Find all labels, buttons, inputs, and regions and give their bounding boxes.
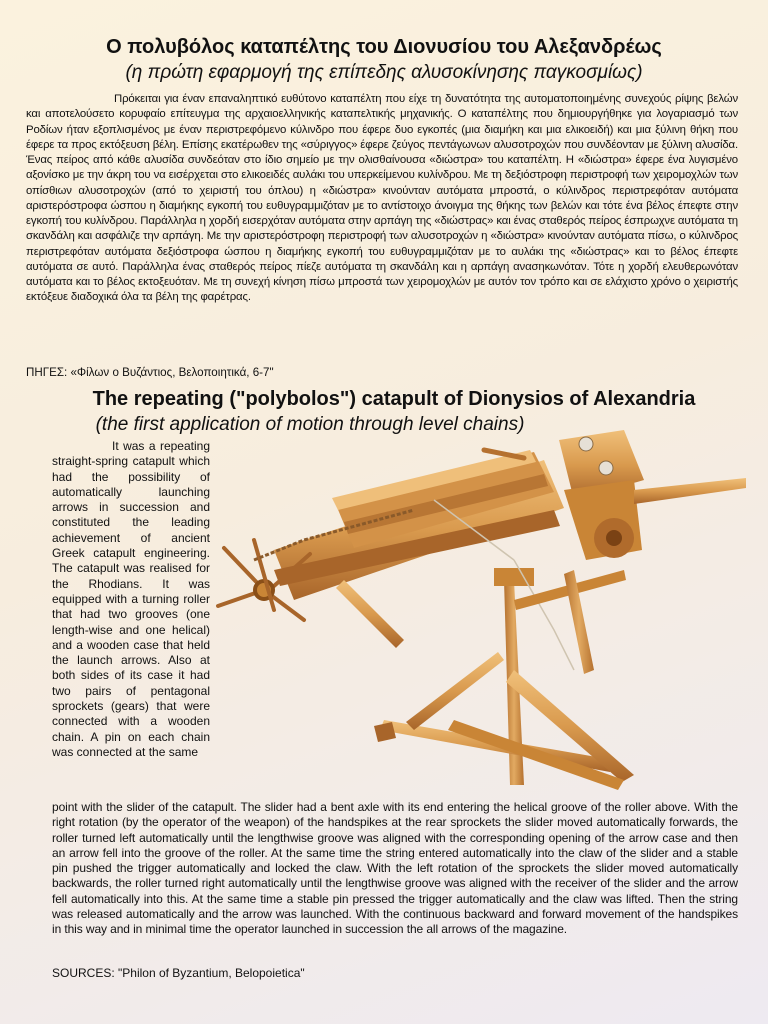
greek-title: Ο πολυβόλος καταπέλτης του Διονυσίου του Αλεξανδρέως [106,36,662,58]
greek-sources: ΠΗΓΕΣ: «Φίλων ο Βυζάντιος, Βελοποιητικά, 6-7" [26,366,274,379]
english-continued-text: point with the slider of the catapult. The slider had a bent axle with its end entering the helical groove of the roller above. With the right rotation (by the operator of the weapon) of the handspikes at the rear sprockets the slider moved automatically forwards, the roller turned left automatically until the lengthwise groove was aligned with the corresponding opening of the arrow case and then an arrow fell into the groove of the roller. At the same time the string entered automatically into the claw of the slider and a stable pin pushed the trigger automatically and locked the claw. With the left rotation of the sprockets the slider moved automatically backwards, the roller turned right automatically until the lengthwise groove was aligned with the receiver of the slider and the arrow fell automatically into this. At the same time a stable pin pressed the trigger automatically and the claw was lifted. Then the string was released automatically and the arrow was launched. With the continuous backward and forward movement of the handspikes in this way and in minimal time the operator launched in succession the all arrows of the magazine. [52,800,738,937]
english-sources: SOURCES: "Philon of Byzantium, Belopoietica" [52,966,305,980]
slider-bar [634,478,746,504]
english-column-paragraph: It was a repeating straight-spring catapult which had the possibility of automatically launching arrows in succession and constituted the leading achievement of ancient Greek catapult engineering. The catapult was realised for the Rhodians. It was equipped with a turning roller that had two grooves (one length-wise and one helical) and a wooden case that held the launch arrows. Also at both sides of its case it had two pairs of pentagonal sprockets (gears) that were connected with a wooden chain. A pin on each chain was connected at the same [52,439,210,759]
rear-head-block [559,430,644,560]
english-subtitle: (the first application of motion through level chains) [95,414,525,435]
english-column [52,439,210,760]
greek-body [26,92,738,306]
bow-arms [336,570,626,674]
greek-subtitle: (η πρώτη εφαρμογή της επίπεδης αλυσοκίνησης παγκοσμίως) [125,62,643,83]
tripod-base [374,568,634,790]
greek-paragraph: Πρόκειται για έναν επαναληπτικό ευθύτονο καταπέλτη που είχε τη δυνατότητα της αυτοματοποιημένης συνεχούς ρίψης βελών και αποτελούσετο κορυφαίο επίτευγμα της αρχαιοελληνικής καταπελτικής μηχανικής. Ο καταπέλτης που δημιουργήθηκε για λογαριασμό των Ροδίων ήταν εξοπλισμένος με έναν περιστρεφόμενο κύλινδρο που έφερε δυο εγκοπές (μια διαμήκη και μια ελικοειδή) και μια ξύλινη θήκη που έφερε τα προς εκτόξευση βέλη. Επίσης εκατέρωθεν της «σύριγγος» έφερε ζεύγος πεντάγωνων αλυσοτροχών που συνδέονταν με ξύλινη αλυσίδα. Ένας πείρος από κάθε αλυσίδα συνδεόταν στο ίδιο σημείο με την ολισθαίνουσα «διώστρα» του καταπέλτη. Η «διώστρα» έφερε ένα λυγισμένο αξονίσκο με την άκρη του να εισέρχεται στο ελικοειδές αυλάκι του υπερκείμενου κυλίνδρου. Με τη δεξιόστροφη περιστροφή των χειρομοχλών των οπίσθιων αλυσοτροχών (από το χειριστή του όπλου) η «διώστρα» κινούνταν αυτόματα μπροστά, ο κύλινδρος περιστρεφόταν αυτόματα αριστερόστροφα ώσπου η διαμήκης εγκοπή του ευθυγραμμιζόταν με το αντίστοιχο άνοιγμα της θήκης των βελών και τότε ένα βέλος έπεφτε στην εγκοπή του κυλίνδρου. Παράλληλα η χορδή εισερχόταν αυτόματα στην αρπάγη της «διώστρας» και ένας σταθερός πείρος έσπρωχνε αυτόματα τη σκανδάλη και ασφάλιζε την αρπάγη. Με την αριστερόστροφη περιστροφή των αλυσοτροχών η «διώστρα» κινούνταν αυτόματα πίσω, ο κύλινδρος περιστρεφόταν αυτόματα δεξιόστροφα ώσπου η διαμήκης εγκοπή του ευθυγραμμιζόταν με το αυλάκι της «διώστρας» και το βέλος έπεφτε αυτόματα σε αυτό. Παράλληλα ένας σταθερός πείρος πίεζε αυτόματα τη σκανδάλη και η αρπάγη ανασηκωνόταν. Τότε η χορδή ελευθερωνόταν αυτόματα και το βέλος εκτοξευόταν. Με τη συνεχή κίνηση πίσω μπροστά των χειρομοχλών με αυτόν τον τρόπο και σε ελάχιστο χρόνο ο χειριστής εκτόξευε διαδοχικά όλα τα βέλη της φαρέτρας. [26,93,738,304]
catapult-model-image [214,430,750,796]
english-title: The repeating ("polybolos") catapult of Dionysios of Alexandria [92,388,696,410]
